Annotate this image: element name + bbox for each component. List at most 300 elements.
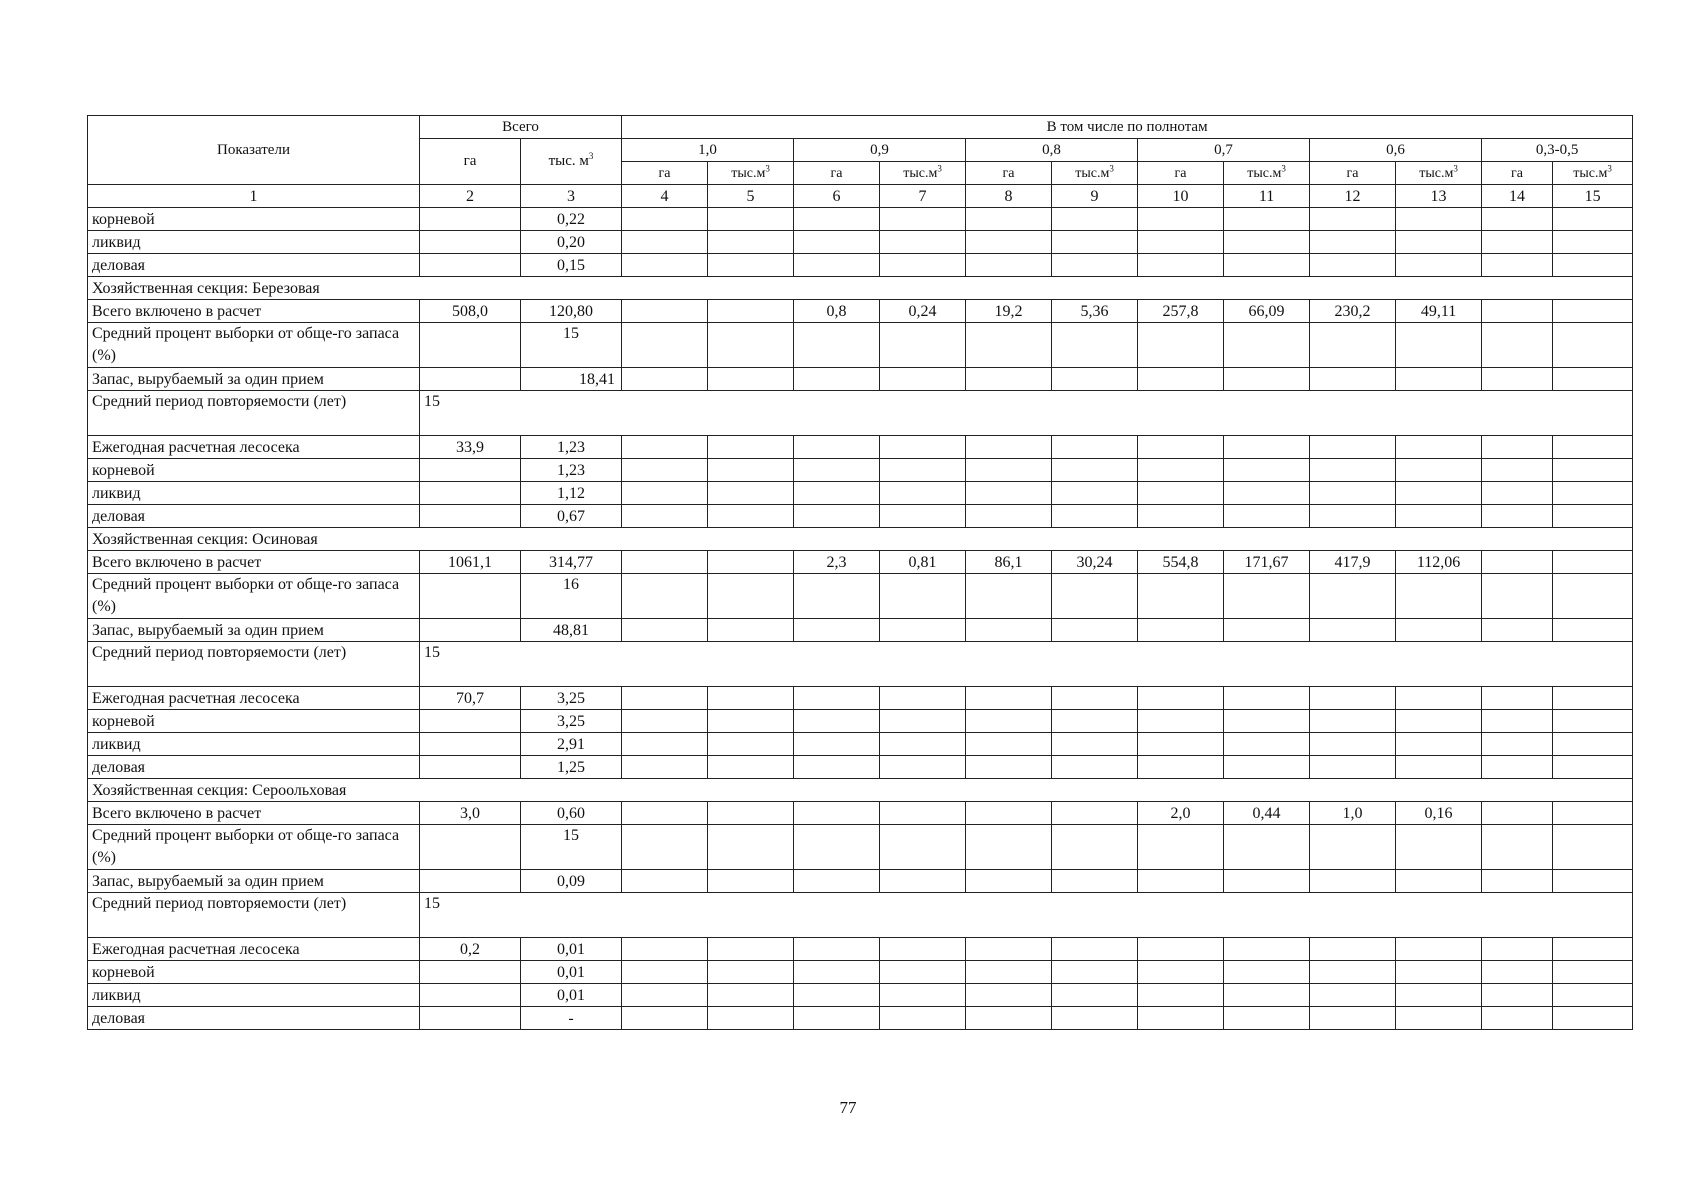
density-cell xyxy=(1224,254,1310,277)
density-cell xyxy=(1553,574,1633,619)
density-cell xyxy=(622,574,708,619)
row-label: Всего включено в расчет xyxy=(88,551,420,574)
row-label: ликвид xyxy=(88,482,420,505)
density-cell xyxy=(708,505,794,528)
table-row xyxy=(88,323,1633,368)
row-label: Средний процент выборки от обще-го запаса (%) xyxy=(88,323,420,368)
column-number: 5 xyxy=(708,185,794,208)
density-cell xyxy=(708,710,794,733)
table-row xyxy=(88,277,1633,300)
table-row xyxy=(88,300,1633,323)
section-heading: Хозяйственная секция: Осиновая xyxy=(88,528,1633,551)
density-cell xyxy=(1224,733,1310,756)
section-heading: Хозяйственная секция: Березовая xyxy=(88,277,1633,300)
density-cell xyxy=(1482,825,1553,870)
row-label: Средний процент выборки от обще-го запаса (%) xyxy=(88,574,420,619)
column-number: 4 xyxy=(622,185,708,208)
density-cell xyxy=(1396,368,1482,391)
row-label: ликвид xyxy=(88,984,420,1007)
density-cell xyxy=(1482,619,1553,642)
density-cell xyxy=(1396,870,1482,893)
density-cell xyxy=(1224,459,1310,482)
row-label: Ежегодная расчетная лесосека xyxy=(88,687,420,710)
density-cell xyxy=(794,368,880,391)
page-number: 77 xyxy=(839,1098,857,1117)
density-cell xyxy=(966,208,1052,231)
table-row xyxy=(88,687,1633,710)
row-label: Запас, вырубаемый за один прием xyxy=(88,619,420,642)
cutting-volume-table xyxy=(87,115,1633,1030)
row-label: Средний период повторяемости (лет) xyxy=(88,893,420,938)
density-cell xyxy=(1310,687,1396,710)
density-cell xyxy=(1052,323,1138,368)
density-cell xyxy=(1052,436,1138,459)
density-cell xyxy=(1396,231,1482,254)
density-cell xyxy=(708,938,794,961)
density-cell xyxy=(1138,436,1224,459)
density-cell xyxy=(708,551,794,574)
total-ha-cell: 33,9 xyxy=(420,436,521,459)
density-cell xyxy=(1052,710,1138,733)
density-cell: 0,24 xyxy=(880,300,966,323)
density-cell xyxy=(1482,368,1553,391)
header-volume-5: $тыс.м^3$ xyxy=(1553,162,1633,185)
total-volume-cell: 48,81 xyxy=(521,619,622,642)
density-cell xyxy=(880,254,966,277)
density-cell xyxy=(1396,208,1482,231)
density-cell xyxy=(1224,687,1310,710)
density-cell xyxy=(1553,687,1633,710)
column-number: 15 xyxy=(1553,185,1633,208)
density-cell xyxy=(880,961,966,984)
density-cell xyxy=(708,733,794,756)
density-cell xyxy=(622,984,708,1007)
density-cell xyxy=(1553,254,1633,277)
total-volume-cell: 0,22 xyxy=(521,208,622,231)
density-cell xyxy=(708,254,794,277)
header-volume-0: $тыс.м^3$ xyxy=(708,162,794,185)
table-row xyxy=(88,984,1633,1007)
density-cell xyxy=(1224,323,1310,368)
density-cell: 2,3 xyxy=(794,551,880,574)
density-cell xyxy=(622,208,708,231)
row-label: Средний период повторяемости (лет) xyxy=(88,642,420,687)
total-ha-cell xyxy=(420,733,521,756)
density-cell xyxy=(622,619,708,642)
density-cell xyxy=(1553,802,1633,825)
column-number: 6 xyxy=(794,185,880,208)
density-cell xyxy=(880,231,966,254)
density-cell xyxy=(622,733,708,756)
density-cell xyxy=(794,619,880,642)
table-row xyxy=(88,254,1633,277)
density-cell xyxy=(1052,733,1138,756)
density-cell xyxy=(1052,938,1138,961)
total-volume-cell: 0,01 xyxy=(521,984,622,1007)
density-cell xyxy=(1482,802,1553,825)
density-cell xyxy=(966,368,1052,391)
density-cell xyxy=(622,687,708,710)
total-volume-cell: 16 xyxy=(521,574,622,619)
density-cell xyxy=(1396,436,1482,459)
density-cell xyxy=(1553,551,1633,574)
density-cell xyxy=(1482,482,1553,505)
density-cell xyxy=(794,1007,880,1030)
density-cell xyxy=(1310,733,1396,756)
density-cell xyxy=(880,756,966,779)
column-number: 7 xyxy=(880,185,966,208)
total-ha-cell xyxy=(420,825,521,870)
density-cell xyxy=(622,961,708,984)
density-cell xyxy=(622,368,708,391)
density-cell xyxy=(1482,436,1553,459)
density-cell: 112,06 xyxy=(1396,551,1482,574)
row-label: корневой xyxy=(88,961,420,984)
density-cell xyxy=(1052,368,1138,391)
total-volume-cell: 18,41 xyxy=(521,368,622,391)
density-cell xyxy=(1224,825,1310,870)
density-cell xyxy=(1138,938,1224,961)
density-cell: 0,16 xyxy=(1396,802,1482,825)
density-cell xyxy=(1138,733,1224,756)
table-row xyxy=(88,551,1633,574)
table-row xyxy=(88,619,1633,642)
density-cell xyxy=(1224,368,1310,391)
density-cell xyxy=(708,687,794,710)
density-cell xyxy=(966,231,1052,254)
density-cell xyxy=(1396,961,1482,984)
total-ha-cell: 0,2 xyxy=(420,938,521,961)
density-cell xyxy=(1396,574,1482,619)
table-row xyxy=(88,482,1633,505)
density-cell: 554,8 xyxy=(1138,551,1224,574)
table-row xyxy=(88,368,1633,391)
density-cell xyxy=(1138,323,1224,368)
density-cell xyxy=(708,961,794,984)
density-cell xyxy=(1310,208,1396,231)
density-cell: 0,44 xyxy=(1224,802,1310,825)
total-ha-cell: 3,0 xyxy=(420,802,521,825)
density-cell xyxy=(1224,870,1310,893)
density-cell xyxy=(1224,436,1310,459)
density-cell xyxy=(1224,231,1310,254)
density-cell xyxy=(708,323,794,368)
density-cell xyxy=(1482,574,1553,619)
column-number: 2 xyxy=(420,185,521,208)
density-cell xyxy=(1396,619,1482,642)
row-label: Ежегодная расчетная лесосека xyxy=(88,436,420,459)
density-cell: 86,1 xyxy=(966,551,1052,574)
column-number: 3 xyxy=(521,185,622,208)
density-cell xyxy=(1138,1007,1224,1030)
density-cell xyxy=(880,482,966,505)
header-total: Всего xyxy=(420,116,622,139)
density-cell xyxy=(880,436,966,459)
density-cell: 30,24 xyxy=(1052,551,1138,574)
density-cell xyxy=(794,938,880,961)
density-cell: 0,81 xyxy=(880,551,966,574)
total-volume-cell: 2,91 xyxy=(521,733,622,756)
table-row xyxy=(88,733,1633,756)
table-row xyxy=(88,893,1633,938)
density-cell xyxy=(1553,300,1633,323)
density-cell xyxy=(622,505,708,528)
total-ha-cell xyxy=(420,368,521,391)
total-volume-cell: 1,12 xyxy=(521,482,622,505)
density-cell xyxy=(880,1007,966,1030)
density-cell xyxy=(1224,619,1310,642)
column-number: 9 xyxy=(1052,185,1138,208)
total-volume-cell: 120,80 xyxy=(521,300,622,323)
density-cell xyxy=(1052,870,1138,893)
density-cell: 66,09 xyxy=(1224,300,1310,323)
header-ha-5: га xyxy=(1482,162,1553,185)
density-cell xyxy=(708,459,794,482)
row-label: Всего включено в расчет xyxy=(88,802,420,825)
density-cell xyxy=(1553,870,1633,893)
density-cell xyxy=(1310,574,1396,619)
density-cell xyxy=(622,459,708,482)
table-row xyxy=(88,642,1633,687)
total-volume-cell: 0,01 xyxy=(521,938,622,961)
density-cell xyxy=(1052,756,1138,779)
density-cell xyxy=(1396,825,1482,870)
density-cell xyxy=(1310,1007,1396,1030)
density-cell xyxy=(1224,574,1310,619)
row-label: деловая xyxy=(88,254,420,277)
density-cell xyxy=(622,938,708,961)
density-cell xyxy=(622,231,708,254)
density-cell xyxy=(1396,710,1482,733)
section-heading: Хозяйственная секция: Сероольховая xyxy=(88,779,1633,802)
row-label: корневой xyxy=(88,459,420,482)
density-cell xyxy=(708,756,794,779)
density-cell xyxy=(1553,482,1633,505)
total-ha-cell xyxy=(420,459,521,482)
density-cell xyxy=(1224,505,1310,528)
row-label: корневой xyxy=(88,710,420,733)
density-cell xyxy=(1310,870,1396,893)
table-row xyxy=(88,208,1633,231)
density-cell xyxy=(794,733,880,756)
density-cell xyxy=(880,574,966,619)
row-label: деловая xyxy=(88,505,420,528)
density-cell xyxy=(1224,756,1310,779)
density-cell xyxy=(1553,756,1633,779)
table-row xyxy=(88,436,1633,459)
header-density-4: 0,6 xyxy=(1310,139,1482,162)
density-cell xyxy=(966,436,1052,459)
column-number: 12 xyxy=(1310,185,1396,208)
row-label: Всего включено в расчет xyxy=(88,300,420,323)
density-cell xyxy=(1482,756,1553,779)
density-cell xyxy=(966,323,1052,368)
density-cell xyxy=(880,938,966,961)
table-row xyxy=(88,231,1633,254)
table-row xyxy=(88,825,1633,870)
table-body xyxy=(88,208,1633,1030)
density-cell xyxy=(1138,505,1224,528)
density-cell xyxy=(1138,208,1224,231)
density-cell xyxy=(622,802,708,825)
total-volume-cell: 314,77 xyxy=(521,551,622,574)
density-cell xyxy=(1553,368,1633,391)
density-cell xyxy=(1310,619,1396,642)
density-cell xyxy=(708,984,794,1007)
density-cell xyxy=(1482,254,1553,277)
column-number: 8 xyxy=(966,185,1052,208)
header-density-5: 0,3-0,5 xyxy=(1482,139,1633,162)
density-cell xyxy=(1052,208,1138,231)
total-ha-cell xyxy=(420,231,521,254)
density-cell: 171,67 xyxy=(1224,551,1310,574)
density-cell: 230,2 xyxy=(1310,300,1396,323)
table-header xyxy=(88,116,1633,208)
density-cell xyxy=(880,208,966,231)
density-cell xyxy=(1396,323,1482,368)
density-cell xyxy=(1553,505,1633,528)
density-cell xyxy=(622,551,708,574)
density-cell xyxy=(880,459,966,482)
density-cell xyxy=(794,482,880,505)
total-ha-cell xyxy=(420,574,521,619)
total-ha-cell xyxy=(420,984,521,1007)
density-cell xyxy=(1396,482,1482,505)
density-cell xyxy=(1396,733,1482,756)
density-cell xyxy=(708,482,794,505)
density-cell xyxy=(1224,938,1310,961)
total-volume-cell: 0,60 xyxy=(521,802,622,825)
density-cell xyxy=(1553,984,1633,1007)
density-cell xyxy=(1052,482,1138,505)
density-cell xyxy=(1553,825,1633,870)
density-cell xyxy=(794,802,880,825)
total-volume-cell: 0,20 xyxy=(521,231,622,254)
density-cell xyxy=(1553,459,1633,482)
density-cell xyxy=(1396,938,1482,961)
table-row xyxy=(88,961,1633,984)
density-cell xyxy=(708,208,794,231)
row-label: деловая xyxy=(88,756,420,779)
density-cell xyxy=(708,1007,794,1030)
density-cell xyxy=(880,368,966,391)
density-cell xyxy=(1310,938,1396,961)
header-volume-4: $тыс.м^3$ xyxy=(1396,162,1482,185)
column-number: 13 xyxy=(1396,185,1482,208)
row-label: Запас, вырубаемый за один прием xyxy=(88,870,420,893)
density-cell xyxy=(880,870,966,893)
density-cell xyxy=(794,231,880,254)
density-cell: 1,0 xyxy=(1310,802,1396,825)
header-density-2: 0,8 xyxy=(966,139,1138,162)
density-cell xyxy=(622,870,708,893)
density-cell xyxy=(1553,710,1633,733)
density-cell: 5,36 xyxy=(1052,300,1138,323)
density-cell xyxy=(1052,825,1138,870)
density-cell xyxy=(1052,687,1138,710)
header-total-ha: га xyxy=(420,139,521,185)
density-cell xyxy=(794,254,880,277)
density-cell xyxy=(708,825,794,870)
density-cell xyxy=(1396,984,1482,1007)
density-cell xyxy=(794,870,880,893)
table-row xyxy=(88,710,1633,733)
total-ha-cell: 1061,1 xyxy=(420,551,521,574)
density-cell xyxy=(622,300,708,323)
column-number: 11 xyxy=(1224,185,1310,208)
total-volume-cell: 1,25 xyxy=(521,756,622,779)
density-cell xyxy=(1396,756,1482,779)
row-label: Средний период повторяемости (лет) xyxy=(88,391,420,436)
total-volume-cell: 0,09 xyxy=(521,870,622,893)
density-cell xyxy=(1224,961,1310,984)
density-cell xyxy=(966,961,1052,984)
density-cell xyxy=(966,756,1052,779)
density-cell xyxy=(1310,482,1396,505)
table-row xyxy=(88,528,1633,551)
row-label: ликвид xyxy=(88,733,420,756)
header-density-3: 0,7 xyxy=(1138,139,1310,162)
density-cell xyxy=(1553,208,1633,231)
density-cell xyxy=(794,756,880,779)
density-cell xyxy=(1138,756,1224,779)
density-cell xyxy=(794,436,880,459)
header-volume-1: $тыс.м^3$ xyxy=(880,162,966,185)
density-cell: 2,0 xyxy=(1138,802,1224,825)
density-cell: 0,8 xyxy=(794,300,880,323)
density-cell xyxy=(794,574,880,619)
density-cell xyxy=(1482,505,1553,528)
density-cell xyxy=(1482,459,1553,482)
density-cell xyxy=(708,231,794,254)
density-cell xyxy=(1138,687,1224,710)
density-cell xyxy=(1138,254,1224,277)
density-cell xyxy=(794,323,880,368)
density-cell xyxy=(966,619,1052,642)
density-cell xyxy=(1052,802,1138,825)
density-cell xyxy=(1138,825,1224,870)
header-ha-0: га xyxy=(622,162,708,185)
density-cell xyxy=(1138,574,1224,619)
density-cell xyxy=(1138,870,1224,893)
header-ha-3: га xyxy=(1138,162,1224,185)
density-cell xyxy=(1310,984,1396,1007)
density-cell xyxy=(1310,436,1396,459)
density-cell xyxy=(1482,733,1553,756)
density-cell xyxy=(1224,208,1310,231)
density-cell xyxy=(1224,1007,1310,1030)
density-cell xyxy=(708,436,794,459)
density-cell: 257,8 xyxy=(1138,300,1224,323)
density-cell xyxy=(966,825,1052,870)
density-cell xyxy=(1553,733,1633,756)
density-cell xyxy=(1138,710,1224,733)
total-ha-cell xyxy=(420,961,521,984)
density-cell xyxy=(622,825,708,870)
total-ha-cell: 508,0 xyxy=(420,300,521,323)
density-cell xyxy=(1138,231,1224,254)
table-row xyxy=(88,802,1633,825)
density-cell xyxy=(622,254,708,277)
density-cell: 19,2 xyxy=(966,300,1052,323)
density-cell xyxy=(1553,323,1633,368)
density-cell xyxy=(1396,505,1482,528)
density-cell xyxy=(880,619,966,642)
total-ha-cell xyxy=(420,323,521,368)
density-cell xyxy=(966,938,1052,961)
density-cell xyxy=(1482,961,1553,984)
density-cell xyxy=(966,459,1052,482)
